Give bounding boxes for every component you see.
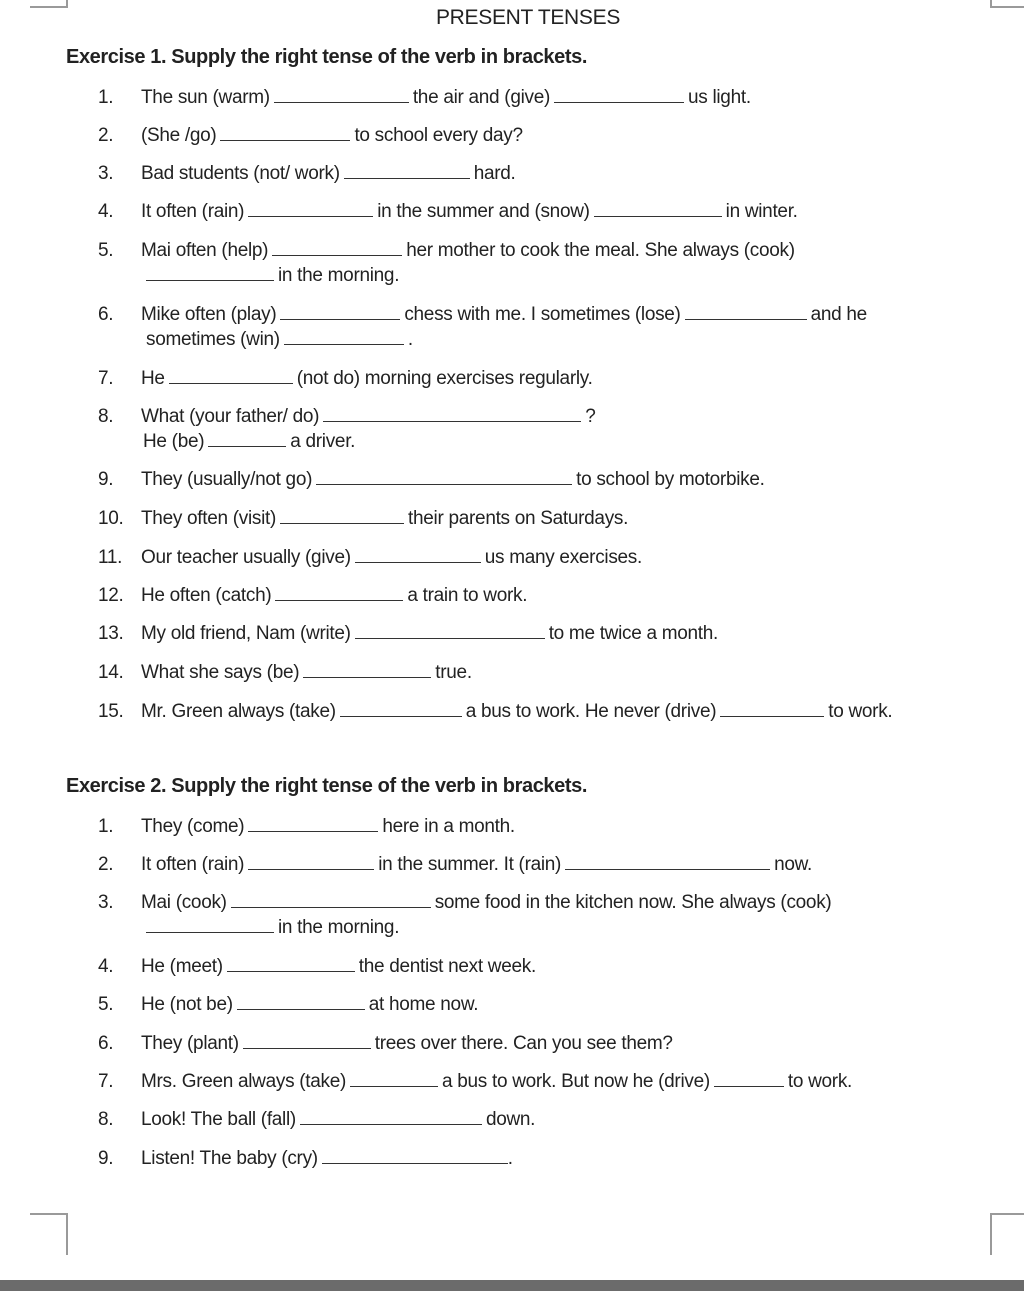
item-number: 7. [98, 368, 114, 389]
page-corner-mark [30, 1213, 68, 1255]
answer-blank[interactable] [355, 546, 481, 563]
answer-blank[interactable] [355, 622, 545, 639]
answer-blank[interactable] [208, 430, 286, 447]
item-number: 8. [98, 1109, 114, 1130]
page-title: PRESENT TENSES [435, 6, 621, 29]
answer-blank[interactable] [594, 200, 722, 217]
answer-blank[interactable] [344, 162, 470, 179]
answer-blank[interactable] [169, 367, 293, 384]
item-number: 2. [98, 854, 114, 875]
answer-blank[interactable] [303, 661, 431, 678]
item-number: 15. [98, 701, 124, 722]
answer-blank[interactable] [316, 468, 572, 485]
item-number: 3. [98, 163, 114, 184]
answer-blank[interactable] [274, 86, 409, 103]
answer-blank[interactable] [300, 1108, 482, 1125]
answer-blank[interactable] [323, 405, 581, 422]
answer-blank[interactable] [714, 1070, 784, 1087]
answer-blank[interactable] [248, 200, 373, 217]
answer-blank[interactable] [284, 328, 404, 345]
answer-blank[interactable] [272, 239, 402, 256]
answer-blank[interactable] [554, 86, 684, 103]
answer-blank[interactable] [243, 1032, 371, 1049]
item-number: 14. [98, 662, 124, 683]
item-number: 5. [98, 240, 114, 261]
item-number: 6. [98, 1033, 114, 1054]
answer-blank[interactable] [231, 891, 431, 908]
item-number: 13. [98, 623, 124, 644]
item-number: 11. [98, 547, 123, 568]
answer-blank[interactable] [146, 264, 274, 281]
answer-blank[interactable] [720, 700, 824, 717]
answer-blank[interactable] [275, 584, 403, 601]
answer-blank[interactable] [340, 700, 462, 717]
answer-blank[interactable] [280, 507, 404, 524]
item-number: 1. [98, 87, 114, 108]
answer-blank[interactable] [227, 955, 355, 972]
item-number: 4. [98, 201, 114, 222]
answer-blank[interactable] [146, 916, 274, 933]
item-number: 10. [98, 508, 124, 529]
exercise-1-heading: Exercise 1. Supply the right tense of the verb in brackets. [66, 46, 588, 68]
answer-blank[interactable] [685, 303, 807, 320]
item-number: 7. [98, 1071, 114, 1092]
answer-blank[interactable] [248, 815, 378, 832]
exercise-2-heading: Exercise 2. Supply the right tense of the verb in brackets. [66, 775, 588, 797]
answer-blank[interactable] [322, 1147, 508, 1164]
answer-blank[interactable] [280, 303, 400, 320]
answer-blank[interactable] [248, 853, 374, 870]
answer-blank[interactable] [565, 853, 770, 870]
item-number: 12. [98, 585, 124, 606]
item-number: 8. [98, 406, 114, 427]
item-number: 9. [98, 469, 114, 490]
item-number: 3. [98, 892, 114, 913]
item-number: 2. [98, 125, 114, 146]
item-number: 1. [98, 816, 114, 837]
bottom-edge-bar [0, 1280, 1024, 1291]
item-number: 5. [98, 994, 114, 1015]
answer-blank[interactable] [350, 1070, 438, 1087]
item-number: 4. [98, 956, 114, 977]
page-corner-mark [990, 1213, 1024, 1255]
answer-blank[interactable] [220, 124, 350, 141]
answer-blank[interactable] [237, 993, 365, 1010]
item-number: 9. [98, 1148, 114, 1169]
item-number: 6. [98, 304, 114, 325]
